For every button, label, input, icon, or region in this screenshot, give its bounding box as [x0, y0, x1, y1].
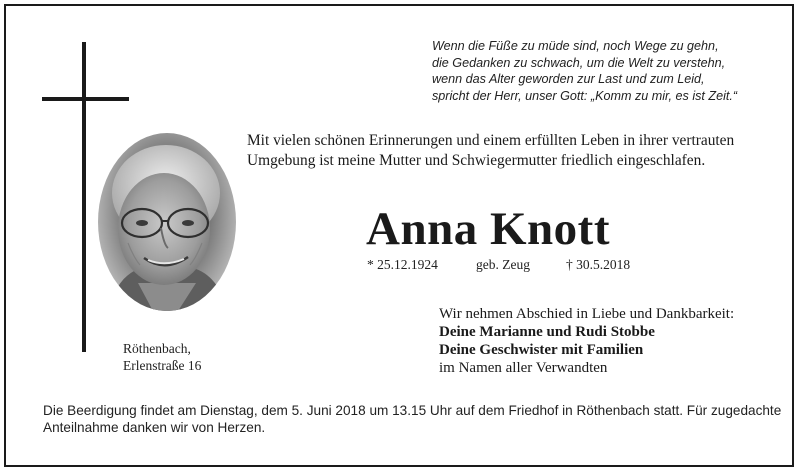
funeral-info-line: Die Beerdigung findet am Dienstag, dem 5. Juni 2018 um 13.15 Uhr auf dem Friedhof in Röthenbach statt. Für zugedachte: [43, 403, 782, 418]
portrait-photo: [98, 133, 236, 311]
poem-line: die Gedanken zu schwach, um die Welt zu verstehn,: [432, 55, 726, 70]
cross-horizontal-bar: [42, 97, 129, 101]
address-line: Erlenstraße 16: [123, 358, 202, 373]
poem: [432, 38, 772, 104]
portrait-illustration: [98, 133, 236, 311]
deceased-name: Anna Knott: [366, 203, 610, 255]
intro-line: Umgebung ist meine Mutter und Schwiegermutter friedlich eingeschlafen.: [247, 152, 706, 169]
poem-line: spricht der Herr, unser Gott: „Komm zu mir, es ist Zeit.“: [432, 88, 738, 103]
intro-line: Mit vielen schönen Erinnerungen und einem erfüllten Leben in ihrer vertrauten: [247, 132, 735, 149]
birth-date: * 25.12.1924: [367, 257, 438, 272]
maiden-name: geb. Zeug: [476, 257, 530, 272]
intro-text: [247, 131, 787, 171]
funeral-info-line: Anteilnahme danken wir von Herzen.: [43, 420, 266, 435]
mourner-line: Deine Marianne und Rudi Stobbe: [439, 324, 655, 340]
farewell-intro: Wir nehmen Abschied in Liebe und Dankbarkeit:: [439, 306, 735, 322]
poem-line: Wenn die Füße zu müde sind, noch Wege zu gehn,: [432, 39, 719, 53]
mourner-line: im Namen aller Verwandten: [439, 360, 608, 376]
death-date: † 30.5.2018: [566, 257, 631, 272]
poem-line: wenn das Alter geworden zur Last und zum Leid,: [432, 72, 705, 86]
cross-vertical-bar: [82, 42, 86, 352]
address-line: Röthenbach,: [123, 341, 191, 356]
funeral-info: [43, 402, 783, 436]
address: [123, 340, 201, 374]
mourners: [439, 305, 734, 377]
mourner-line: Deine Geschwister mit Familien: [439, 342, 644, 358]
